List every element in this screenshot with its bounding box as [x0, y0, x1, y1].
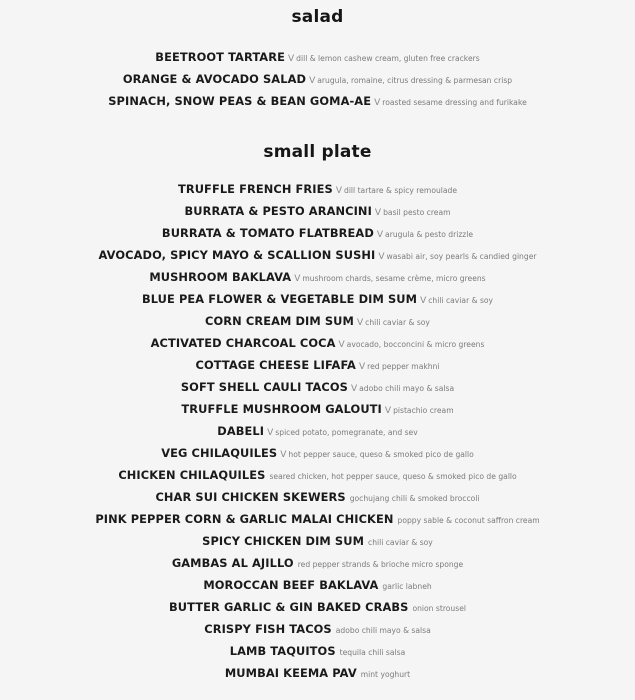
menu-item — [0, 89, 635, 111]
menu-item — [0, 287, 635, 309]
vegetarian-badge: V — [378, 252, 385, 262]
item-name: LAMB TAQUITOS — [229, 644, 336, 658]
item-description: mint yoghurt — [360, 670, 411, 679]
item-description: avocado, bocconcini & micro greens — [346, 340, 485, 349]
item-description: onion strousel — [412, 604, 466, 613]
menu-item — [0, 639, 635, 661]
item-description: dill & lemon cashew cream, gluten free crackers — [296, 54, 480, 63]
menu-item — [0, 243, 635, 265]
menu-item — [0, 419, 635, 441]
item-description: tequila chili salsa — [339, 648, 406, 657]
item-description: red pepper makhni — [367, 362, 440, 371]
item-name: BURRATA & TOMATO FLATBREAD — [161, 226, 374, 240]
vegetarian-badge: V — [280, 450, 287, 460]
item-description: dill tartare & spicy remoulade — [344, 186, 458, 195]
salad-items — [0, 45, 635, 111]
item-name: BLUE PEA FLOWER & VEGETABLE DIM SUM — [141, 292, 418, 306]
menu-item — [0, 375, 635, 397]
item-name: CHAR SUI CHICKEN SKEWERS — [155, 490, 346, 504]
item-name: ACTIVATED CHARCOAL COCA — [150, 336, 336, 350]
vegetarian-badge: V — [420, 296, 427, 306]
item-name: SPICY CHICKEN DIM SUM — [202, 534, 365, 548]
item-description: poppy sable & coconut saffron cream — [397, 516, 540, 525]
item-description: basil pesto cream — [383, 208, 451, 217]
vegetarian-badge: V — [287, 54, 295, 64]
item-name: COTTAGE CHEESE LIFAFA — [195, 358, 356, 372]
vegetarian-badge: V — [294, 274, 301, 284]
item-name: TRUFFLE FRENCH FRIES — [177, 182, 333, 196]
section-title-small-plate: small plate — [263, 142, 372, 162]
vegetarian-badge: V — [376, 230, 384, 240]
menu-item — [0, 463, 635, 485]
item-name: TRUFFLE MUSHROOM GALOUTI — [181, 402, 382, 416]
menu-item — [0, 309, 635, 331]
item-name: AVOCADO, SPICY MAYO & SCALLION SUSHI — [98, 248, 376, 262]
vegetarian-badge: V — [374, 98, 381, 108]
item-description: hot pepper sauce, queso & smoked pico de gallo — [288, 450, 474, 459]
menu-item — [0, 199, 635, 221]
menu-item — [0, 529, 635, 551]
menu-item — [0, 617, 635, 639]
menu-item — [0, 485, 635, 507]
item-description: wasabi air, soy pearls & candied ginger — [386, 252, 537, 261]
menu-item — [0, 265, 635, 287]
item-name: BUTTER GARLIC & GIN BAKED CRABS — [169, 600, 409, 614]
menu-item — [0, 397, 635, 419]
menu-item — [0, 441, 635, 463]
vegetarian-badge: V — [356, 318, 364, 328]
item-name: ORANGE & AVOCADO SALAD — [122, 72, 307, 86]
item-name: CORN CREAM DIM SUM — [205, 314, 354, 328]
item-description: adobo chili mayo & salsa — [335, 626, 431, 635]
item-name: PINK PEPPER CORN & GARLIC MALAI CHICKEN — [95, 512, 394, 526]
item-name: BEETROOT TARTARE — [155, 50, 285, 64]
menu-item — [0, 331, 635, 353]
menu-item — [0, 573, 635, 595]
vegetarian-badge: V — [338, 340, 345, 350]
vegetarian-badge: V — [384, 406, 392, 416]
item-description: chili caviar & soy — [368, 538, 433, 547]
vegetarian-badge: V — [267, 428, 274, 438]
section-title-salad: salad — [291, 7, 344, 27]
item-description: adobo chili mayo & salsa — [359, 384, 455, 393]
item-name: SPINACH, SNOW PEAS & BEAN GOMA-AE — [108, 94, 372, 108]
vegetarian-badge: V — [358, 362, 366, 372]
item-name: GAMBAS AL AJILLO — [171, 556, 294, 570]
menu-item — [0, 221, 635, 243]
menu-item — [0, 177, 635, 199]
menu-item — [0, 67, 635, 89]
menu-item — [0, 661, 635, 683]
item-description: arugula, romaine, citrus dressing & parmesan crisp — [317, 76, 513, 85]
item-description: chili caviar & soy — [365, 318, 430, 327]
item-description: red pepper strands & brioche micro sponge — [297, 560, 464, 569]
item-name: CHICKEN CHILAQUILES — [118, 468, 266, 482]
menu-item — [0, 353, 635, 375]
vegetarian-badge: V — [350, 384, 358, 394]
item-name: MOROCCAN BEEF BAKLAVA — [203, 578, 379, 592]
item-description: seared chicken, hot pepper sauce, queso & smoked pico de gallo — [269, 472, 517, 481]
item-name: VEG CHILAQUILES — [161, 446, 278, 460]
item-name: MUMBAI KEEMA PAV — [224, 666, 357, 680]
item-name: BURRATA & PESTO ARANCINI — [184, 204, 372, 218]
small-plate-items — [0, 177, 635, 683]
vegetarian-badge: V — [309, 76, 316, 86]
item-name: DABELI — [217, 424, 265, 438]
item-description: spiced potato, pomegranate, and sev — [275, 428, 418, 437]
item-description: pistachio cream — [393, 406, 454, 415]
item-name: CRISPY FISH TACOS — [204, 622, 332, 636]
item-description: garlic labneh — [382, 582, 432, 591]
item-name: SOFT SHELL CAULI TACOS — [180, 380, 348, 394]
vegetarian-badge: V — [374, 208, 382, 218]
menu-item — [0, 551, 635, 573]
item-description: chili caviar & soy — [428, 296, 494, 305]
menu-item — [0, 595, 635, 617]
menu-item — [0, 45, 635, 67]
item-description: roasted sesame dressing and furikake — [382, 98, 527, 107]
item-description: mushroom chards, sesame crème, micro greens — [302, 274, 486, 283]
menu-item — [0, 507, 635, 529]
item-description: gochujang chili & smoked broccoli — [349, 494, 480, 503]
vegetarian-badge: V — [335, 186, 342, 196]
item-description: arugula & pesto drizzle — [385, 230, 474, 239]
item-name: MUSHROOM BAKLAVA — [149, 270, 292, 284]
